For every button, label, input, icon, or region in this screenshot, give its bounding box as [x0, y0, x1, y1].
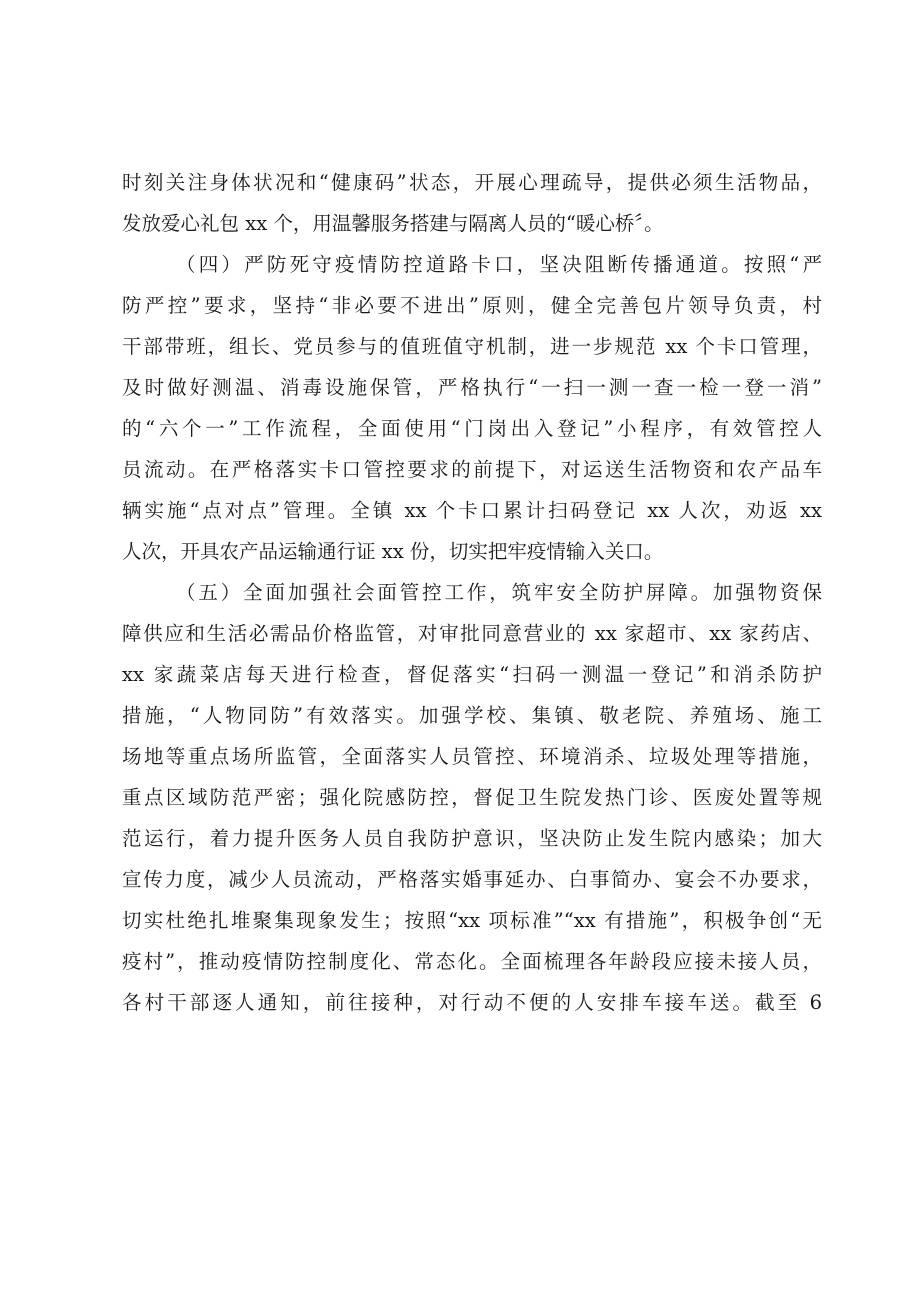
body-text	[122, 162, 822, 1023]
paragraph-line: 障供应和生活必需品价格监管，对审批同意营业的 xx 家超市、xx 家药店、	[122, 622, 822, 645]
paragraph-line: 的“六个一”工作流程，全面使用“门岗出入登记”小程序，有效管控人	[122, 417, 822, 440]
paragraph-line: 切实杜绝扎堆聚集现象发生；按照“xx 项标准”“xx 有措施”，积极争创“无	[122, 909, 822, 932]
paragraph-line: 时刻关注身体状况和“健康码”状态，开展心理疏导，提供必须生活物品，	[122, 171, 822, 194]
paragraph-line: 发放爱心礼包 xx 个，用温馨服务搭建与隔离人员的“暖心桥〞。	[122, 212, 664, 235]
paragraph-line: 干部带班，组长、党员参与的值班值守机制，进一步规范 xx 个卡口管理，	[122, 335, 822, 358]
paragraph-line: （四）严防死守疫情防控道路卡口，坚决阻断传播通道。按照“严	[176, 253, 822, 276]
paragraph-line: 场地等重点场所监管，全面落实人员管控、环境消杀、垃圾处理等措施，	[122, 745, 822, 768]
paragraph-line: xx 家蔬菜店每天进行检查，督促落实“扫码一测温一登记”和消杀防护	[122, 663, 822, 686]
paragraph-line: 措施，“人物同防”有效落实。加强学校、集镇、敬老院、养殖场、施工	[122, 704, 822, 727]
paragraph-line: 疫村”，推动疫情防控制度化、常态化。全面梳理各年龄段应接未接人员，	[122, 950, 822, 973]
paragraph-line: 重点区域防范严密；强化院感防控，督促卫生院发热门诊、医废处置等规	[122, 786, 822, 809]
paragraph-line: 辆实施“点对点”管理。全镇 xx 个卡口累计扫码登记 xx 人次，劝返 xx	[122, 499, 822, 522]
paragraph-line: （五）全面加强社会面管控工作，筑牢安全防护屏障。加强物资保	[176, 581, 822, 604]
paragraph-line: 员流动。在严格落实卡口管控要求的前提下，对运送生活物资和农产品车	[122, 458, 822, 481]
paragraph-line: 宣传力度，减少人员流动，严格落实婚事延办、白事简办、宴会不办要求，	[122, 868, 822, 891]
paragraph-line: 人次，开具农产品运输通行证 xx 份，切实把牢疫情输入关口。	[122, 540, 664, 563]
paragraph-line: 各村干部逐人通知，前往接种，对行动不便的人安排车接车送。截至 6	[122, 991, 822, 1014]
paragraph-line: 范运行，着力提升医务人员自我防护意识，坚决防止发生院内感染；加大	[122, 827, 822, 850]
paragraph-line: 及时做好测温、消毒设施保管，严格执行“一扫一测一查一检一登一消”	[122, 376, 822, 399]
paragraph-line: 防严控”要求，坚持“非必要不进出”原则，健全完善包片领导负责，村	[122, 294, 822, 317]
